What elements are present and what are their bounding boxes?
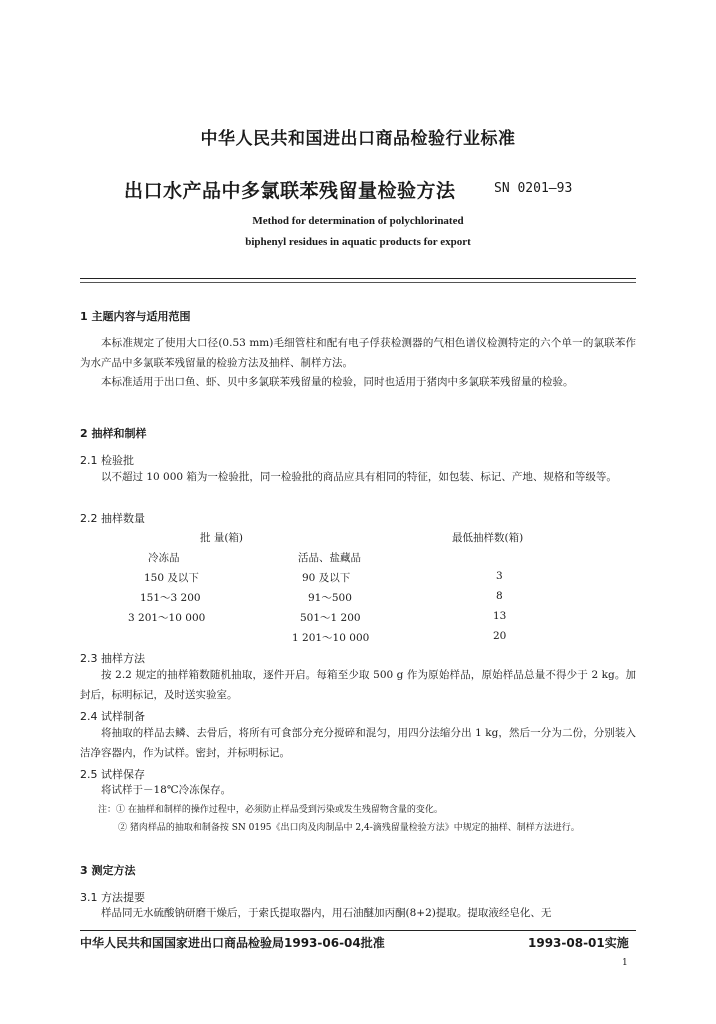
s25-title: 2.5 试样保存 xyxy=(80,768,145,781)
section2-heading: 2 抽样和制样 xyxy=(80,427,147,440)
s24-text: 将抽取的样品去鳞、去骨后，将所有可食部分充分搅碎和混匀，用四分法缩分出 1 kg，然后一分为二份，分别装入洁净容器内，作为试样。密封，并标明标记。 xyxy=(80,727,636,759)
section1-para2: 本标准适用于出口鱼、虾、贝中多氯联苯残留量的检验，同时也适用于猪肉中多氯联苯残留量的检验。 xyxy=(101,376,574,388)
s21-text: 以不超过 10 000 箱为一检验批，同一检验批的商品应具有相同的特征，如包装、标记、产地、规格和等级等。 xyxy=(101,471,617,483)
table-cell-min: 20 xyxy=(493,630,507,642)
table-cell-frozen: 151～3 200 xyxy=(140,592,201,604)
s21-title: 2.1 检验批 xyxy=(80,454,134,467)
s25-text: 将试样于－18℃冷冻保存。 xyxy=(101,784,232,796)
standard-organization: 中华人民共和国进出口商品检验行业标准 xyxy=(200,129,516,149)
table-header-min-samples: 最低抽样数(箱) xyxy=(452,532,524,544)
table-cell-live: 90 及以下 xyxy=(302,572,351,584)
header-divider-thick xyxy=(80,278,636,279)
table-cell-min: 8 xyxy=(496,590,503,602)
page-number: 1 xyxy=(622,958,628,968)
s22-title: 2.2 抽样数量 xyxy=(80,512,145,525)
table-col-live-salted: 活品、盐藏品 xyxy=(298,552,361,564)
table-cell-live: 91～500 xyxy=(308,592,352,604)
s24-title: 2.4 试样制备 xyxy=(80,710,145,723)
section1-para1: 本标准规定了使用大口径(0.53 mm)毛细管柱和配有电子俘获检测器的气相色谱仪检测特定的六个单一的氯联苯作为水产品中多氯联苯残留量的检验方法及抽样、制样方法。 xyxy=(80,337,636,369)
table-header-batch: 批 量(箱) xyxy=(200,532,244,544)
table-cell-live: 1 201～10 000 xyxy=(292,632,370,644)
table-cell-live: 501～1 200 xyxy=(300,612,361,624)
table-col-frozen: 冷冻品 xyxy=(148,552,180,564)
english-title-line2: biphenyl residues in aquatic products for export xyxy=(245,236,471,248)
standard-code: SN 0201—93 xyxy=(494,181,573,196)
approval-line: 中华人民共和国国家进出口商品检验局1993-06-04批准 xyxy=(80,936,385,950)
table-cell-frozen: 150 及以下 xyxy=(144,572,199,584)
table-cell-frozen: 3 201～10 000 xyxy=(128,612,206,624)
table-cell-min: 13 xyxy=(493,610,507,622)
english-title-line1: Method for determination of polychlorinated xyxy=(252,215,464,227)
header-divider-thin xyxy=(80,282,636,283)
section3-heading: 3 测定方法 xyxy=(80,864,136,877)
s23-title: 2.3 抽样方法 xyxy=(80,652,145,665)
note-1: 注：① 在抽样和制样的操作过程中，必须防止样品受到污染或发生残留物含量的变化。 xyxy=(98,805,443,815)
table-cell-min: 3 xyxy=(496,570,503,582)
effective-date: 1993-08-01实施 xyxy=(528,936,629,950)
note-2: ② 猪肉样品的抽取和制备按 SN 0195《出口肉及肉制品中 2,4-滴残留量检验方法》中规定的抽样、制样方法进行。 xyxy=(118,823,580,833)
footer-divider xyxy=(80,930,636,931)
s31-title: 3.1 方法提要 xyxy=(80,891,145,904)
s31-text: 样品同无水硫酸钠研磨干燥后，于索氏提取器内，用石油醚加丙酮(8+2)提取。提取液经皂化、无 xyxy=(101,907,552,919)
section1-heading: 1 主题内容与适用范围 xyxy=(80,310,191,323)
s23-text: 按 2.2 规定的抽样箱数随机抽取，逐件开启。每箱至少取 500 g 作为原始样品，原始样品总量不得少于 2 kg。加封后，标明标记，及时送实验室。 xyxy=(80,669,636,701)
document-title: 出口水产品中多氯联苯残留量检验方法 xyxy=(124,180,456,202)
